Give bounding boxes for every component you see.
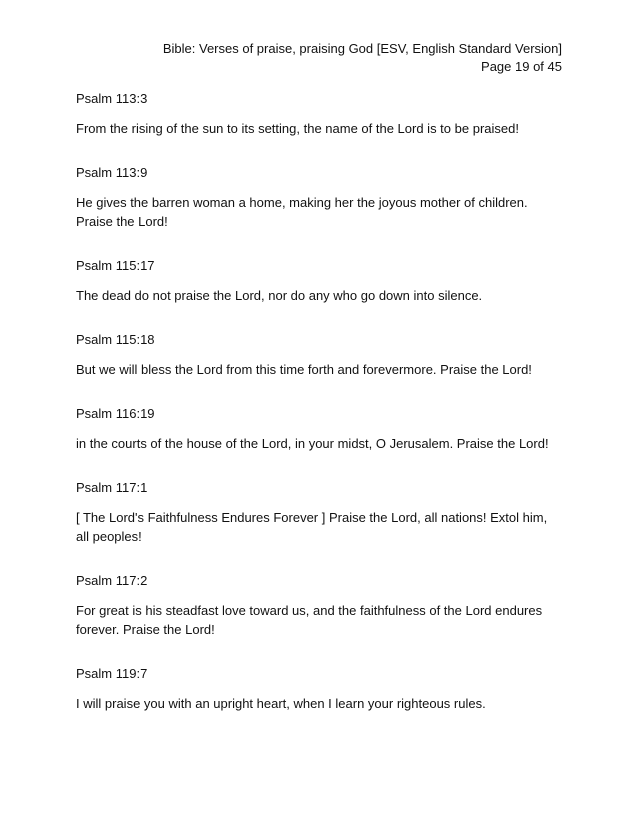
verse-item <box>76 572 556 639</box>
verse-reference: Psalm 117:1 <box>76 480 148 495</box>
page-header <box>163 40 562 76</box>
verse-reference: Psalm 113:9 <box>76 165 148 180</box>
verse-text: The dead do not praise the Lord, nor do any who go down into silence. <box>76 288 483 303</box>
verse-reference: Psalm 113:3 <box>76 91 148 106</box>
verse-list <box>76 90 556 739</box>
verse-text: in the courts of the house of the Lord, in your midst, O Jerusalem. Praise the Lord! <box>76 436 549 451</box>
page-number: Page 19 of 45 <box>481 59 562 74</box>
verse-item <box>76 90 556 138</box>
document-title: Bible: Verses of praise, praising God [ESV, English Standard Version] <box>162 41 562 56</box>
verse-text: But we will bless the Lord from this time forth and forevermore. Praise the Lord! <box>76 362 532 377</box>
verse-text: From the rising of the sun to its setting, the name of the Lord is to be praised! <box>76 121 519 136</box>
verse-text: He gives the barren woman a home, making her the joyous mother of children. Praise the Lord! <box>76 195 528 229</box>
verse-item <box>76 331 556 379</box>
verse-item <box>76 257 556 305</box>
verse-item <box>76 665 556 713</box>
verse-reference: Psalm 119:7 <box>76 666 148 681</box>
verse-reference: Psalm 115:18 <box>76 332 155 347</box>
verse-item <box>76 405 556 453</box>
verse-text: I will praise you with an upright heart, when I learn your righteous rules. <box>76 696 486 711</box>
verse-text: [ The Lord's Faithfulness Endures Forever ] Praise the Lord, all nations! Extol him, all peoples! <box>76 510 548 544</box>
verse-text: For great is his steadfast love toward us, and the faithfulness of the Lord endures forever. Praise the Lord! <box>76 603 543 637</box>
verse-item <box>76 479 556 546</box>
verse-reference: Psalm 116:19 <box>76 406 155 421</box>
verse-reference: Psalm 115:17 <box>76 258 155 273</box>
verse-item <box>76 164 556 231</box>
verse-reference: Psalm 117:2 <box>76 573 148 588</box>
